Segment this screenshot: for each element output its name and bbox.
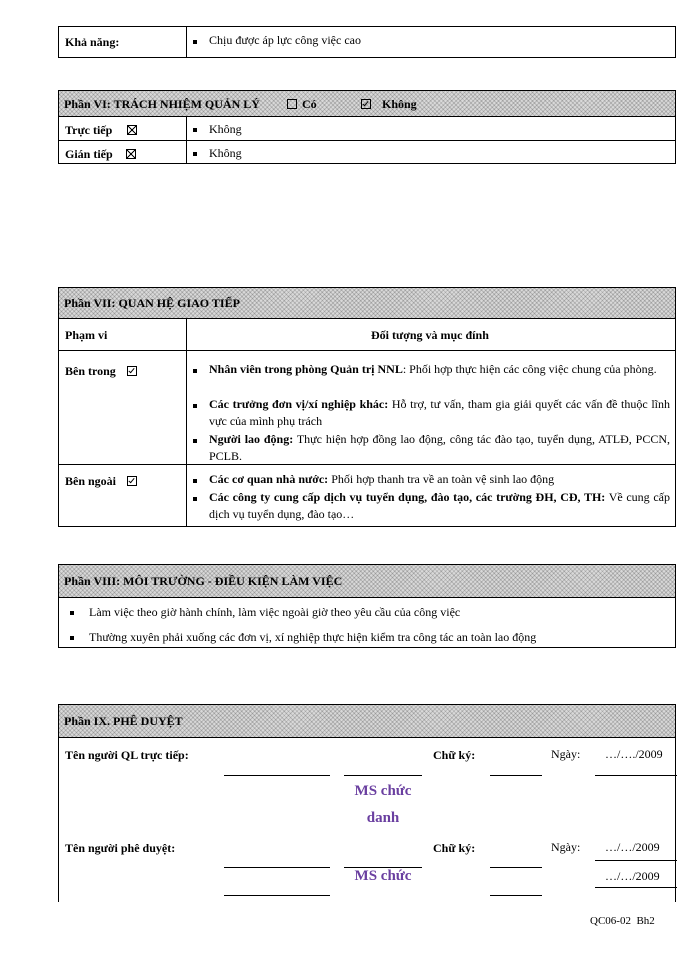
signature-label: Chữ ký:	[433, 748, 476, 762]
date-line	[595, 860, 677, 861]
date-value: …/…/2009	[605, 869, 660, 883]
signature-line	[490, 867, 542, 868]
environment-item: Thường xuyên phải xuống các đơn vị, xí nghiệp thực hiện kiểm tra công tác an toàn lao động	[89, 630, 537, 644]
target-purpose-header: Đối tượng và mục đính	[371, 328, 489, 342]
section-title: Phần VII: QUAN HỆ GIAO TIẾP	[64, 296, 240, 310]
work-environment-section	[58, 564, 676, 648]
date-label: Ngày:	[551, 840, 581, 854]
bullet	[193, 40, 197, 44]
management-responsibility-section	[58, 90, 676, 164]
name-line	[224, 775, 330, 776]
direct-value: Không	[209, 122, 242, 136]
environment-item: Làm việc theo giờ hành chính, làm việc ngoài giờ theo yêu cầu của công việc	[89, 605, 461, 619]
signature-line	[490, 775, 542, 776]
external-label: Bên ngoài	[65, 474, 117, 488]
skills-section	[58, 26, 676, 58]
external-item-2: Các công ty cung cấp dịch vụ tuyển dụng, đào tạo, các trường ĐH, CĐ, TH: Về cung cấp dịch vụ tuyển dụng, đào tạo…	[209, 490, 670, 521]
title-code-label: MS chức danh	[354, 783, 412, 826]
approval-section	[58, 704, 676, 902]
checkbox-checked-icon	[361, 99, 371, 109]
checkbox-crossed-icon	[126, 149, 136, 159]
indirect-value: Không	[209, 146, 242, 160]
date-line	[595, 775, 677, 776]
date-line	[595, 887, 677, 888]
signature-line	[490, 895, 542, 896]
skills-label: Khả năng:	[65, 35, 120, 49]
name-line	[224, 867, 330, 868]
external-item-1: Các cơ quan nhà nước: Phối hợp thanh tra về an toàn vệ sinh lao động	[209, 472, 555, 486]
checkbox-unchecked-icon	[287, 99, 297, 109]
communication-section	[58, 287, 676, 527]
document-code: QC06-02 Bh2	[590, 915, 655, 927]
internal-label: Bên trong	[65, 364, 116, 378]
internal-item-1: Nhân viên trong phòng Quản trị NNL: Phối hợp thực hiện các công việc chung của phòng.	[209, 362, 657, 376]
section-title: Phần VI: TRÁCH NHIỆM QUẢN LÝ	[64, 97, 260, 111]
checkbox-crossed-icon	[127, 125, 137, 135]
section-title: Phần IX. PHÊ DUYỆT	[64, 714, 183, 728]
section-title: Phần VIII: MÔI TRƯỜNG - ĐIỀU KIỆN LÀM VIỆC	[64, 574, 343, 588]
indirect-label: Gián tiếp	[65, 147, 113, 161]
signature-label: Chữ ký:	[433, 841, 476, 855]
internal-item-3: Người lao động: Thực hiện hợp đồng lao động, công tác đào tạo, tuyển dụng, ATLĐ, PCCN, PCLB.	[209, 432, 670, 463]
approver-label: Tên người phê duyệt:	[65, 841, 176, 855]
checkbox-checked-icon	[127, 366, 137, 376]
date-value: …/…/2009	[605, 840, 660, 854]
direct-manager-label: Tên người QL trực tiếp:	[65, 748, 189, 762]
checkbox-checked-icon	[127, 476, 137, 486]
title-code-line	[344, 775, 422, 776]
option-yes: Có	[302, 97, 317, 111]
internal-item-2: Các trưởng đơn vị/xí nghiệp khác: Hỗ trợ, tư vấn, tham gia giải quyết các vấn đề thuộc lĩnh vực của mình phụ trách	[209, 397, 670, 428]
date-value: …/…./2009	[605, 747, 663, 761]
option-no: Không	[382, 97, 417, 111]
name-line	[224, 895, 330, 896]
date-label: Ngày:	[551, 747, 581, 761]
scope-header: Phạm vi	[65, 328, 108, 342]
direct-label: Trực tiếp	[65, 123, 113, 137]
skills-item: Chịu được áp lực công việc cao	[209, 33, 361, 47]
title-code-label: MS chức	[354, 868, 412, 884]
